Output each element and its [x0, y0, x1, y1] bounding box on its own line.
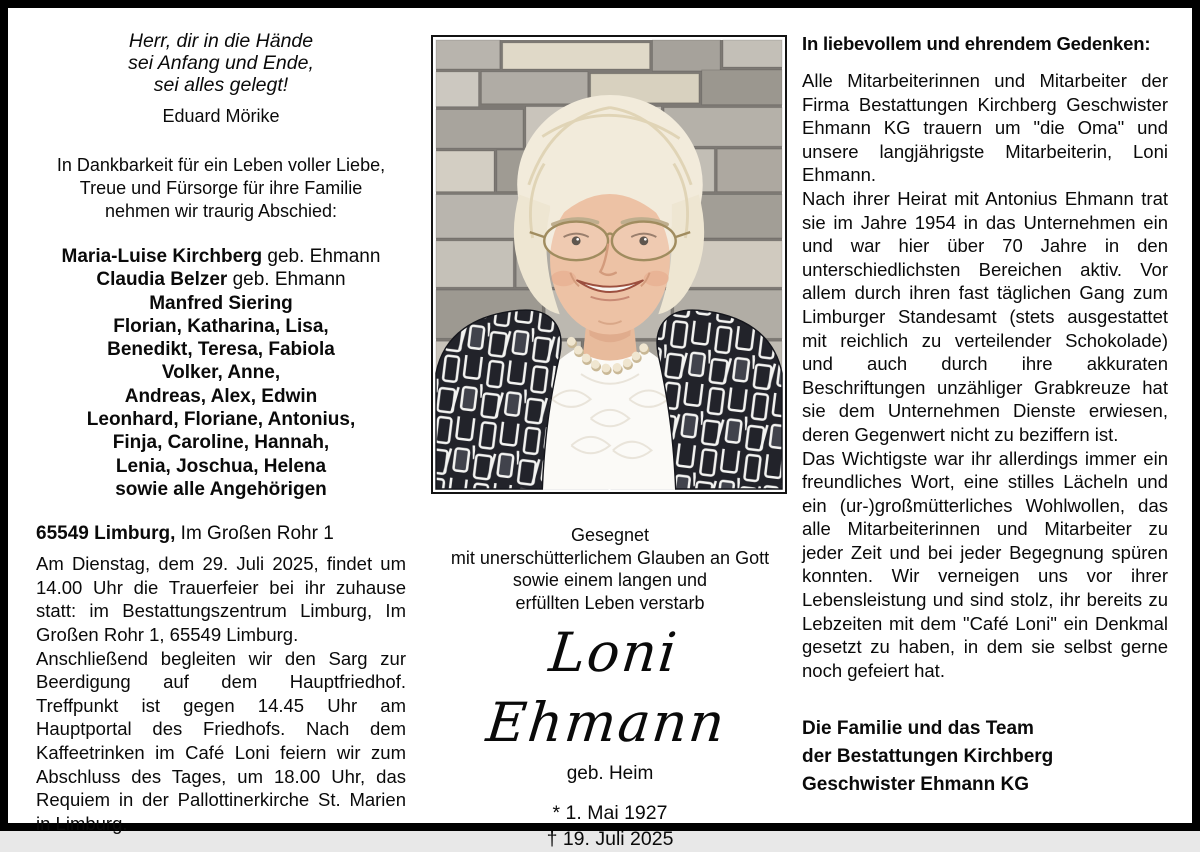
- middle-column: [431, 35, 789, 852]
- mourner-line: Claudia Belzer geb. Ehmann: [96, 269, 346, 291]
- address-postal-city: 65549 Limburg,: [36, 523, 176, 545]
- mourners-list: [36, 245, 406, 501]
- mourner-line: Manfred Siering: [149, 292, 293, 314]
- memorial-paragraph: Alle Mitarbeiterinnen und Mitarbeiter der Firma Bestattungen Kirchberg Geschwister Ehmann KG trauern um "die Oma" und unsere langjährigste Mitarbeiterin, Loni Ehmann.: [802, 70, 1168, 186]
- mourner-line: Florian, Katharina, Lisa,: [113, 315, 329, 337]
- funeral-paragraph: Anschließend begleiten wir den Sarg zur Beerdigung auf dem Hauptfriedhof. Treffpunkt ist gegen 14.45 Uhr am Hauptportal des Friedhofs. Nach dem Kaffeetrinken im Café Loni feiern wir zum Abschluss des Tages, um 18.00 Uhr, das Requiem in der Pallottinerkirche St. Marien in Limburg.: [36, 647, 406, 834]
- mourner-line: Andreas, Alex, Edwin: [124, 385, 318, 407]
- mourner-line: Finja, Caroline, Hannah,: [112, 432, 330, 454]
- poem-line: sei Anfang und Ende,: [128, 52, 314, 74]
- signature-line: Die Familie und das Team: [802, 718, 1034, 739]
- signature-line: Geschwister Ehmann KG: [802, 774, 1030, 795]
- intro-line: Treue und Fürsorge für ihre Familie: [79, 178, 363, 198]
- poem-line: sei alles gelegt!: [153, 74, 289, 96]
- poem-line: Herr, dir in die Hände: [128, 30, 314, 52]
- death-date: † 19. Juli 2025: [546, 828, 674, 850]
- signature-block: [802, 715, 1053, 799]
- funeral-paragraph: Am Dienstag, dem 29. Juli 2025, findet um 14.00 Uhr die Trauerfeier bei ihr zuhause statt: im Bestattungszentrum Limburg, Im Großen Rohr 1, 65549 Limburg.: [36, 553, 406, 646]
- funeral-address: [36, 522, 406, 546]
- memorial-header: In liebevollem und ehrendem Gedenken:: [802, 33, 1151, 54]
- blessing-line: Gesegnet: [570, 525, 650, 545]
- memorial-paragraph: Nach ihrer Heirat mit Antonius Ehmann trat sie im Jahre 1954 in das Unternehmen ein und war hier über 70 Jahre in den unterschiedlichsten Bereichen aktiv. Vor allem durch ihren fast täglichen Gang zum Limburger Standesamt (stets ausgestattet mit reichlich zu verteilender Schokolade) und auch durch ihre akkuraten Beschriftungen unzähliger Grabkreuze hat sie dem Unternehmen Dienste erwiesen, deren Gegenwert nicht zu beziffern ist.: [802, 187, 1168, 445]
- intro-line: In Dankbarkeit für ein Leben voller Liebe,: [56, 155, 386, 175]
- poem-quote: [36, 30, 406, 96]
- mourner-line: sowie alle Angehörigen: [115, 478, 327, 500]
- right-column: [802, 32, 1168, 795]
- birth-date: * 1. Mai 1927: [552, 802, 668, 824]
- mourner-line: Volker, Anne,: [161, 362, 281, 384]
- mourner-line: Maria-Luise Kirchberg geb. Ehmann: [61, 246, 381, 267]
- blessing-line: erfüllten Leben verstarb: [515, 592, 705, 613]
- address-street: Im Großen Rohr 1: [175, 523, 334, 545]
- funeral-details: [36, 552, 406, 835]
- signature-line: der Bestattungen Kirchberg: [802, 746, 1054, 767]
- memorial-paragraph: Das Wichtigste war ihr allerdings immer ein freundliches Wort, eine stilles Lächeln und ein (ur-)großmütterliches Wohlwollen, das alle Mitarbeiterinnen und Mitarbeiter zu jeder Zeit und bei jeder Begegnung spüren konnten. Wir verneigen uns vor ihrer Lebensleistung und sind stolz, ihr bereits zu Lebzeiten mit dem "Café Loni" ein Denkmal gesetzt zu haben, in dem sie selbst gerne noch gefeiert hat.: [802, 447, 1168, 681]
- life-dates: [431, 800, 789, 852]
- portrait-illustration: [436, 40, 782, 489]
- intro-text: [36, 154, 406, 223]
- left-column: [36, 30, 406, 835]
- mourner-line: Lenia, Joschua, Helena: [115, 455, 327, 477]
- intro-line: nehmen wir traurig Abschied:: [104, 201, 338, 221]
- mourner-line: Leonhard, Floriane, Antonius,: [86, 409, 356, 431]
- blessing-line: mit unerschütterlichem Glauben an Gott: [450, 547, 770, 568]
- mourner-line: Benedikt, Teresa, Fabiola: [107, 339, 335, 361]
- blessing-line: sowie einem langen und: [512, 570, 708, 590]
- memorial-text: [802, 69, 1168, 682]
- maiden-name: geb. Heim: [566, 763, 654, 784]
- blessing-text: [431, 524, 789, 614]
- portrait-photo: [431, 35, 787, 494]
- poem-author: Eduard Mörike: [162, 106, 280, 126]
- deceased-name: Loni Ehmann: [483, 621, 730, 754]
